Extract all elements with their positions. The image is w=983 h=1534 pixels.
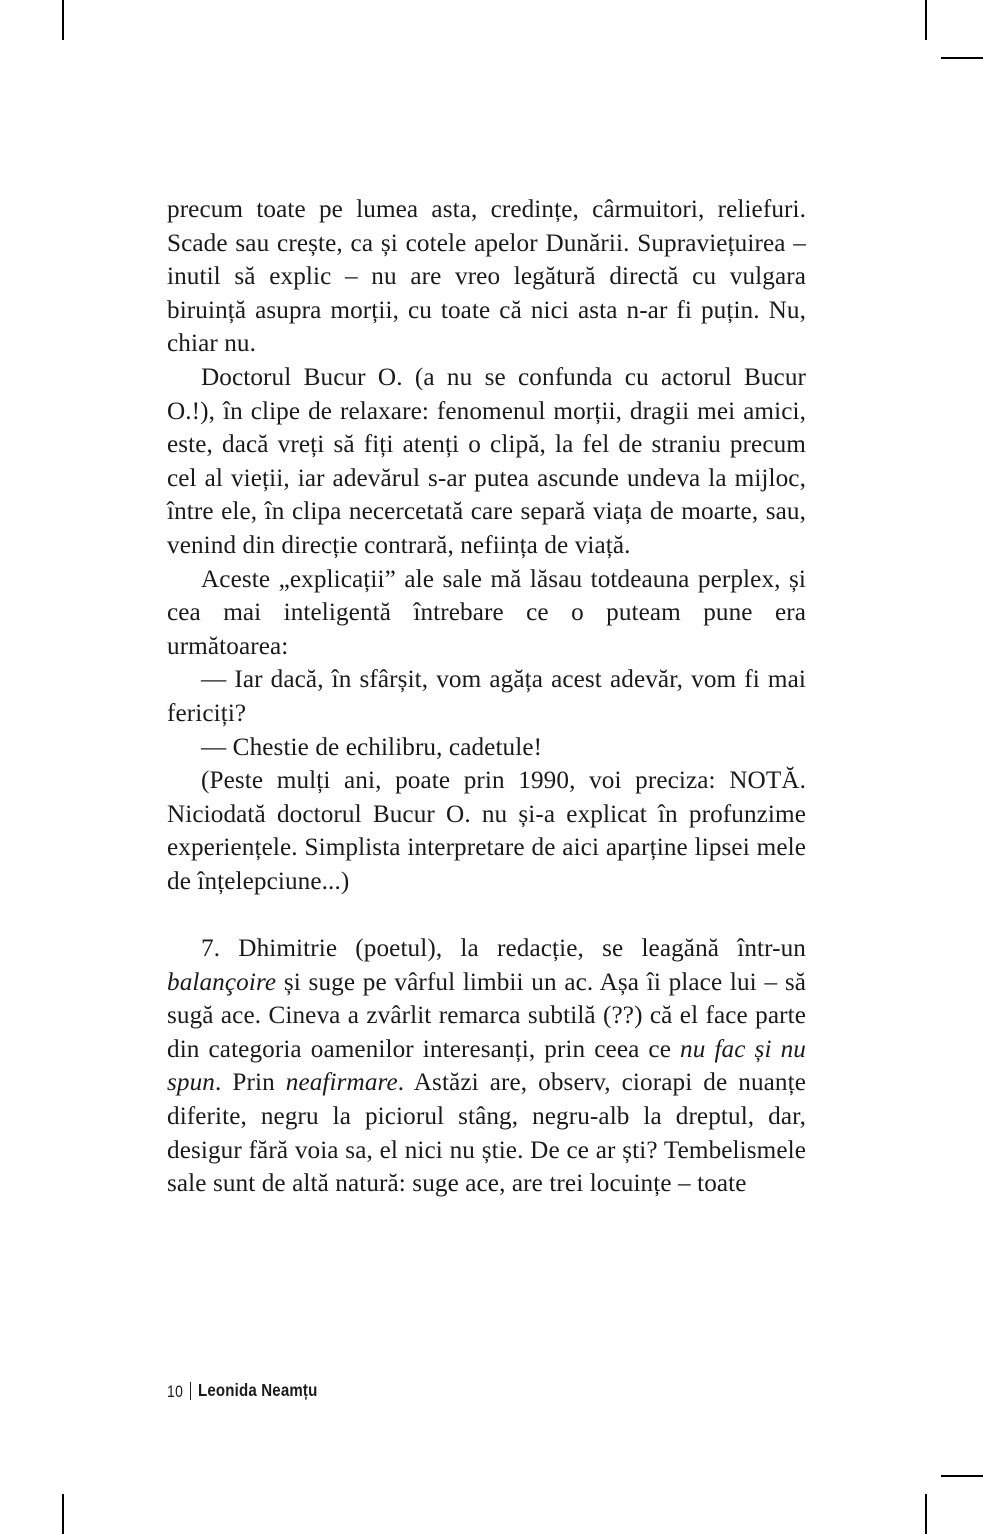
paragraph-section-7 [167,932,806,1201]
section-break-spacer [167,898,806,932]
footer-separator-rule [190,1382,191,1400]
paragraph-dialogue-answer: — Chestie de echilibru, cadetule! [201,733,543,761]
crop-mark-top-right [925,0,927,40]
author-name: Leonida Neamțu [197,1380,318,1401]
section-7-run-2: și suge pe vârful limbii un ac. Așa îi place lui – să sugă ace. Cineva a zvârlit remarca subtilă (??) că el face parte din categoria oamenilor interesanți, prin ceea ce [167,968,806,1063]
crop-mark-top-right-horizontal [941,57,983,59]
page-number: 10 [167,1381,184,1401]
paragraph-doctorul-bucur: Doctorul Bucur O. (a nu se confunda cu actorul Bucur O.!), în clipe de relaxare: fenomenul morții, dragii mei amici, este, dacă vreți să fiți atenți o clipă, la fel de straniu precum cel al vieții, iar adevărul s-ar putea ascunde undeva la mijloc, între ele, în clipa necercetată care separă viața de moarte, sau, venind din direcție contrară, neființa de viață. [167,363,806,559]
crop-mark-bottom-right-horizontal [941,1475,983,1477]
paragraph-aceste-explicatii: Aceste „explicații” ale sale mă lăsau totdeauna perplex, și cea mai inteligentă întrebare ce o puteam pune era următoarea: [167,565,806,660]
crop-mark-top-left [62,0,64,40]
section-7-run-4: . Astăzi are, observ, ciorapi de nuanțe diferite, negru la piciorul stâng, negru-alb la dreptul, dar, desigur fără voia sa, el nici nu știe. De ce ar ști? Tembelismele sale sunt de altă natură: suge ace, are trei locuințe – toate [167,1069,806,1198]
crop-mark-bottom-left [62,1494,64,1534]
paragraph-dialogue-question: — Iar dacă, în sfârșit, vom agăța acest adevăr, vom fi mai fericiți? [167,666,806,727]
section-7-italic-neafirmare: neafirmare [285,1069,398,1097]
page-text-column [167,193,806,1201]
running-footer [167,1382,337,1400]
section-7-italic-nu-fac-si-nu-spun: nu fac și nu spun [167,1035,806,1097]
paragraph-continuation: precum toate pe lumea asta, credințe, cârmuitori, reliefuri. Scade sau crește, ca și cotele apelor Dunării. Supraviețuirea – inutil să explic – nu are vreo legătură directă cu vulgara biruință asupra morții, cu toate că nici asta n-ar fi puțin. Nu, chiar nu. [167,196,806,358]
section-7-italic-balancoire: balançoire [167,968,277,996]
section-7-run-3: . Prin [214,1069,286,1097]
section-7-run-1: 7. Dhimitrie (poetul), la redacție, se leagănă într-un [201,935,806,963]
paragraph-nota: (Peste mulți ani, poate prin 1990, voi preciza: NOTĂ. Niciodată doctorul Bucur O. nu și-a explicat în profunzime experiențele. Simplista interpretare de aici aparține lipsei mele de înțelepciune...) [167,767,806,895]
crop-mark-bottom-right [925,1494,927,1534]
